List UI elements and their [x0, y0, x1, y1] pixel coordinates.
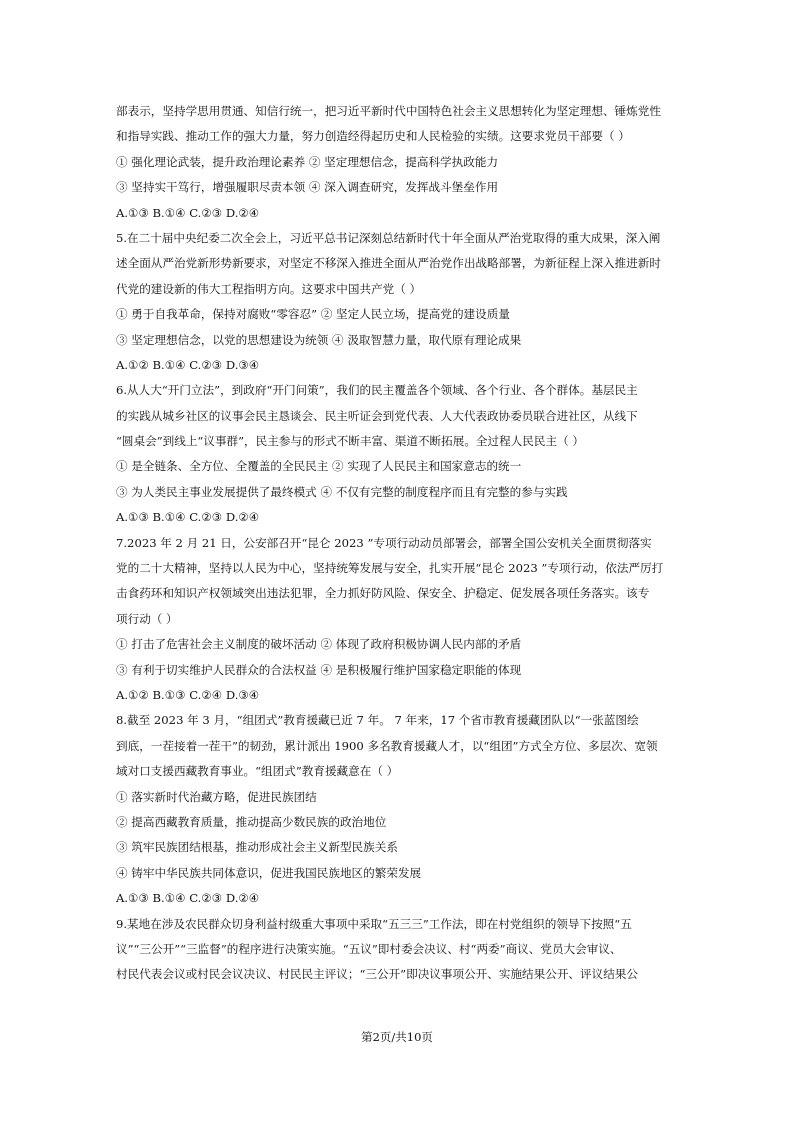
text-line: ③ 坚定理想信念，以党的思想建设为统领 ④ 汲取智慧力量，取代原有理论成果 — [116, 332, 522, 347]
text-line: 9.某地在涉及农民群众切身利益村级重大事项中采取“五三三”工作法，即在村党组织的领导下按照“五 — [116, 916, 632, 931]
text-line: 6.从人大“开门立法”，到政府“开门问策”，我们的民主覆盖各个领域、各个行业、各个群体。基层民主 — [116, 383, 638, 398]
text-line: ③ 有利于切实维护人民群众的合法权益 ④ 是积极履行维护国家稳定职能的体现 — [116, 662, 522, 677]
text-line: ② 提高西藏教育质量，推动提高少数民族的政治地位 — [116, 814, 387, 829]
text-line: ③ 为人类民主事业发展提供了最终模式 ④ 不仅有完整的制度程序而且有完整的参与实践 — [116, 484, 568, 499]
text-line: “圆桌会”到线上“议事群”，民主参与的形式不断丰富、渠道不断拓展。全过程人民民主（ ） — [116, 434, 584, 449]
text-line: 7.2023 年 2 月 21 日，公安部召开“昆仑 2023 ”专项行动动员部署会，部署全国公安机关全面贯彻落实 — [116, 535, 652, 550]
text-line: ④ 铸牢中华民族共同体意识，促进我国民族地区的繁荣发展 — [116, 865, 422, 880]
document-body — [116, 103, 682, 992]
text-line: 议”“三公开”“三监督”的程序进行决策实施。“五议”即村委会决议、村“两委”商议、党员大会审议、 — [116, 941, 622, 956]
text-line: A.①③ B.①④ C.②③ D.②④ — [116, 891, 260, 906]
page-number-footer: 第2页/共10页 — [361, 1030, 433, 1044]
text-line: ① 勇于自我革命，保持对腐败“零容忍” ② 坚定人民立场，提高党的建设质量 — [116, 307, 510, 322]
text-line: A.①③ B.①④ C.②③ D.②④ — [116, 205, 260, 220]
text-line: A.①③ B.①④ C.②③ D.②④ — [116, 510, 260, 525]
text-line: 部表示，坚持学思用贯通、知信行统一，把习近平新时代中国特色社会主义思想转化为坚定理想、锤炼党性 — [116, 104, 661, 118]
text-line: A.①② B.①③ C.②④ D.③④ — [116, 687, 260, 702]
text-line: 述全面从严治党新形势新要求，对坚定不移深入推进全面从严治党作出战略部署，为新征程上深入推进新时 — [116, 256, 661, 271]
text-line: 域对口支援西藏教育事业。“组团式”教育援藏意在（ ） — [116, 764, 399, 779]
text-line: ① 强化理论武装，提升政治理论素养 ② 坚定理想信念，提高科学执政能力 — [116, 154, 499, 169]
text-line: ③ 筑牢民族团结根基，推动形成社会主义新型民族关系 — [116, 840, 398, 855]
text-line: A.①② B.①④ C.②③ D.③④ — [116, 357, 260, 372]
text-line: 项行动（ ） — [116, 611, 178, 626]
text-line: 击食药环和知识产权领域突出违法犯罪，全力抓好防风险、保安全、护稳定、促发展各项任务落实。该专 — [116, 586, 650, 601]
text-line: 代党的建设新的伟大工程指明方向。这要求中国共产党（ ） — [116, 281, 422, 296]
text-line: 和指导实践、推动工作的强大力量，努力创造经得起历史和人民检验的实绩。这要求党员干部要（ ） — [116, 129, 630, 144]
text-line: 党的二十大精神，坚持以人民为中心，坚持统筹发展与安全，扎实开展“昆仑 2023 ”专项行动，依法严厉打 — [116, 561, 664, 576]
text-line: 到底，一茬接着一茬干”的韧劲，累计派出 1900 多名教育援藏人才，以“组团”方式全方位、多层次、宽领 — [116, 738, 658, 753]
text-line: 5.在二十届中央纪委二次全会上，习近平总书记深刻总结新时代十年全面从严治党取得的重大成果，深入阐 — [116, 230, 661, 245]
text-line: ① 打击了危害社会主义制度的破坏活动 ② 体现了政府积极协调人民内部的矛盾 — [116, 637, 522, 652]
text-line: 村民代表会议或村民会议决议、村民民主评议；“三公开”即决议事项公开、实施结果公开、评议结果公 — [116, 967, 638, 982]
text-line: ① 落实新时代治藏方略，促进民族团结 — [116, 789, 317, 804]
text-line: 8.截至 2023 年 3 月，“组团式”教育援藏已近 7 年。 7 年来，17 个省市教育援藏团队以“一张蓝图绘 — [116, 713, 639, 728]
text-line: 的实践从城乡社区的议事会民主恳谈会、民主听证会到党代表、人大代表政协委员联合进社区，从线下 — [116, 408, 638, 423]
text-line: ① 是全链条、全方位、全覆盖的全民民主 ② 实现了人民民主和国家意志的统一 — [116, 459, 522, 474]
text-line: ③ 坚持实干笃行，增强履职尽责本领 ④ 深入调查研究，发挥战斗堡垒作用 — [116, 180, 499, 195]
